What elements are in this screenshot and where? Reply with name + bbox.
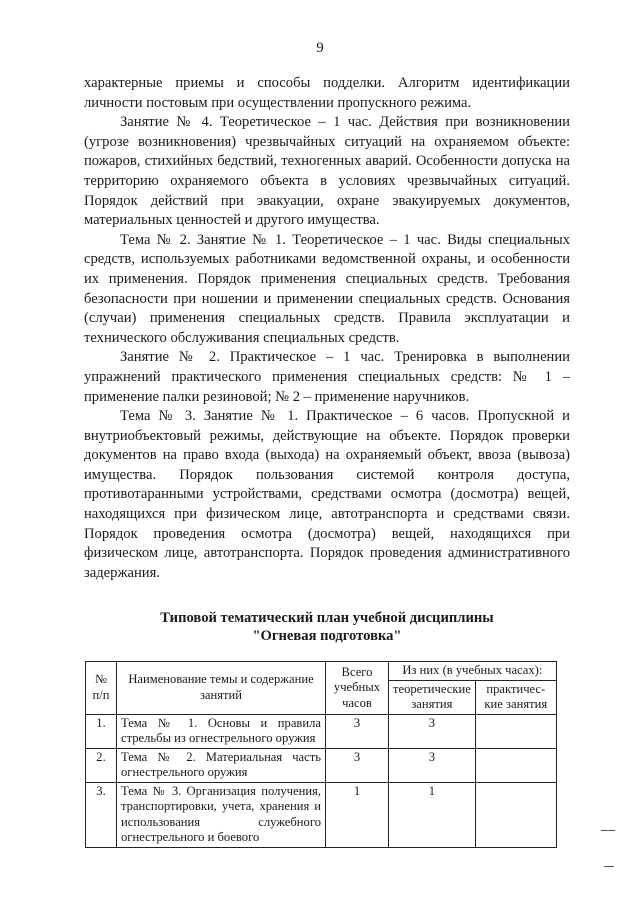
paragraph-3: Тема № 2. Занятие № 1. Теоретическое – 1 час. Виды специальных средств, используемых работниками ведомственной охраны, и особенности их применения. Порядок применения специальных средств. Требования безопасности при ношении и применении специальных средств. Основания (случаи) применения специальных средств. Правила эксплуатации и технического обслуживания специальных средств. [84, 231, 570, 346]
header-num: № п/п [86, 662, 117, 715]
plan-table-header-row [86, 662, 557, 681]
row-total: 3 [326, 748, 389, 782]
margin-mark [604, 866, 614, 867]
header-theory: теоретические занятия [389, 680, 476, 714]
row-practice [475, 748, 556, 782]
plan-title-line-2: "Огневая подготовка" [252, 628, 402, 644]
page-number: 9 [316, 40, 324, 56]
row-name: Тема № 3. Организация получения, транспортировки, учета, хранения и использования служебного огнестрельного и боевого [117, 782, 326, 847]
row-num: 3. [86, 782, 117, 847]
header-name: Наименование темы и содержание занятий [117, 662, 326, 715]
row-num: 1. [86, 714, 117, 748]
row-practice [475, 782, 556, 847]
row-name: Тема № 1. Основы и правила стрельбы из огнестрельного оружия [117, 714, 326, 748]
row-total: 3 [326, 714, 389, 748]
plan-title-line-1: Типовой тематический план учебной дисциплины [160, 610, 494, 626]
row-name: Тема № 2. Материальная часть огнестрельного оружия [117, 748, 326, 782]
table-row [86, 714, 557, 748]
paragraph-2: Занятие № 4. Теоретическое – 1 час. Действия при возникновении (угрозе возникновения) чрезвычайных ситуаций на охраняемом объекте: пожаров, стихийных бедствий, техногенных аварий. Особенности допуска на территорию охраняемого объекта в условиях чрезвычайных ситуаций. Порядок действий при эвакуации, охране эвакуируемых документов, материальных ценностей и другого имущества. [84, 114, 570, 229]
row-total: 1 [326, 782, 389, 847]
paragraph-5: Тема № 3. Занятие № 1. Практическое – 6 часов. Пропускной и внутриобъектовый режимы, действующие на объекте. Порядок проверки документов на право входа (выхода) на охраняемый объект, ввоза (вывоза) имущества. Порядок пользования системой контроля доступа, противотаранными устройствами, средствами осмотра (досмотра) вещей, находящихся при физическом лице, автотранспорта и средствами связи. Порядок проведения осмотра (досмотра) вещей, находящихся при физическом лице, автотранспорта. Порядок проведения административного задержания. [84, 408, 570, 581]
header-of-which: Из них (в учебных часах): [389, 662, 557, 681]
row-practice [475, 714, 556, 748]
row-theory: 1 [389, 782, 476, 847]
plan-table [85, 661, 557, 848]
row-num: 2. [86, 748, 117, 782]
body-text [84, 74, 570, 583]
table-row [86, 748, 557, 782]
plan-title [84, 609, 570, 645]
table-row [86, 782, 557, 847]
paragraph-1: характерные приемы и способы подделки. Алгоритм идентификации личности постовым при осуществлении пропускного режима. [84, 75, 570, 111]
header-total: Всего учебных часов [326, 662, 389, 715]
row-theory: 3 [389, 714, 476, 748]
header-practice: практичес-кие занятия [475, 680, 556, 714]
row-theory: 3 [389, 748, 476, 782]
margin-mark [601, 830, 615, 831]
paragraph-4: Занятие № 2. Практическое – 1 час. Тренировка в выполнении упражнений практического применения специальных средств: № 1 – применение палки резиновой; № 2 – применение наручников. [84, 349, 570, 405]
